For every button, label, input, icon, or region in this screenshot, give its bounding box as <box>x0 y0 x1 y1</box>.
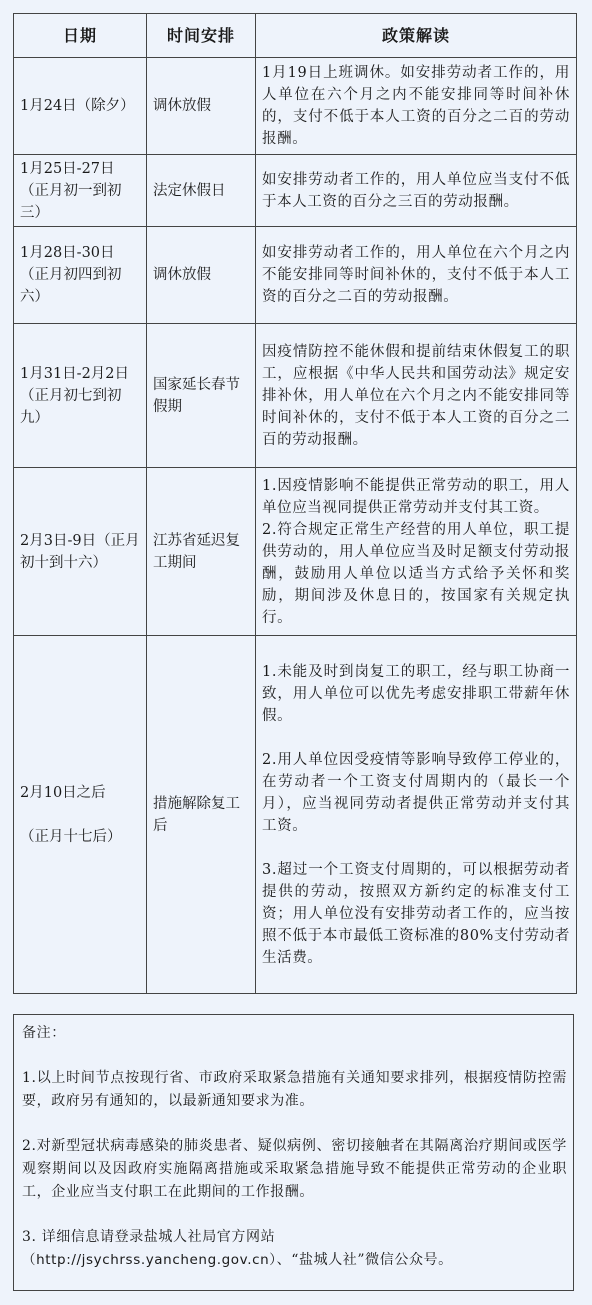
header-policy: 政策解读 <box>256 14 577 58</box>
policy-paragraph: 如安排劳动者工作的，用人单位应当支付不低于本人工资的百分之三百的劳动报酬。 <box>262 171 570 210</box>
table-row <box>14 58 577 155</box>
notes-box <box>13 1014 574 1291</box>
policy-paragraph: 因疫情防控不能休假和提前结束休假复工的职工，应根据《中华人民共和国劳动法》规定安排补休，用人单位在六个月之内不能安排同等时间补休的，支付不低于本人工资的百分之二百的劳动报酬。 <box>262 343 570 448</box>
table-row <box>14 227 577 324</box>
policy-item: 1.未能及时到岗复工的职工，经与职工协商一致，用人单位可以优先考虑安排职工带薪年休假。 <box>262 663 570 724</box>
holiday-policy-table <box>13 13 577 994</box>
row-date: 1月25日-27日（正月初一到初三） <box>14 155 147 227</box>
row-date: 1月31日-2月2日（正月初七到初九） <box>14 324 147 468</box>
note-contact <box>22 1226 567 1272</box>
row-date: 1月28日-30日（正月初四到初六） <box>14 227 147 324</box>
table-row <box>14 155 577 227</box>
table-header-row <box>14 14 577 58</box>
row-date: 2月3日-9日（正月初十到十六） <box>14 468 147 636</box>
row-policy <box>256 155 577 227</box>
row-policy <box>256 227 577 324</box>
row-arrangement: 法定休假日 <box>147 155 256 227</box>
policy-item: 1.因疫情影响不能提供正常劳动的职工，用人单位应当视同提供正常劳动并支付其工资。 <box>262 477 570 516</box>
website-link[interactable]: （http://jsychrss.yancheng.gov.cn） <box>22 1252 277 1268</box>
policy-paragraph: 1月19日上班调休。如安排劳动者工作的，用人单位在六个月之内不能安排同等时间补休的，支付不低于本人工资的百分之二百的劳动报酬。 <box>262 65 570 147</box>
row-arrangement: 调休放假 <box>147 58 256 155</box>
header-arrangement: 时间安排 <box>147 14 256 58</box>
row-date <box>14 636 147 994</box>
row-policy <box>256 468 577 636</box>
note-item: 1.以上时间节点按现行省、市政府采取紧急措施有关通知要求排列，根据疫情防控需要，政府另有通知的，以最新通知要求为准。 <box>22 1070 567 1109</box>
row-policy <box>256 636 577 994</box>
row-date-lunar: （正月十七后） <box>20 828 122 845</box>
row-policy <box>256 324 577 468</box>
note-item: 2.对新型冠状病毒感染的肺炎患者、疑似病例、密切接触者在其隔离治疗期间或医学观察期间以及因政府实施隔离措施或采取紧急措施导致不能提供正常劳动的企业职工，企业应当支付职工在此期间的工作报酬。 <box>22 1138 567 1200</box>
policy-paragraph: 如安排劳动者工作的，用人单位在六个月之内不能安排同等时间补休的，支付不低于本人工资的百分之二百的劳动报酬。 <box>262 245 570 305</box>
policy-item: 2.用人单位因受疫情等影响导致停工停业的，在劳动者一个工资支付周期内的（最长一个月），应当视同劳动者提供正常劳动并支付其工资。 <box>262 751 570 834</box>
row-arrangement: 措施解除复工后 <box>147 636 256 994</box>
notes-heading: 备注： <box>22 1025 66 1041</box>
row-date: 1月24日（除夕） <box>14 58 147 155</box>
policy-item: 2.符合规定正常生产经营的用人单位，职工提供劳动的，用人单位应当及时足额支付劳动报酬，鼓励用人单位以适当方式给予关怀和奖励，期间涉及休息日的，按国家有关规定执行。 <box>262 521 570 626</box>
contact-prefix: 3. 详细信息请登录盐城人社局官方网站 <box>22 1229 276 1245</box>
row-arrangement: 调休放假 <box>147 227 256 324</box>
table-row <box>14 636 577 994</box>
header-date: 日期 <box>14 14 147 58</box>
table-row <box>14 468 577 636</box>
policy-item: 3.超过一个工资支付周期的，可以根据劳动者提供的劳动，按照双方新约定的标准支付工资；用人单位没有安排劳动者工作的，应当按照不低于本市最低工资标准的80%支付劳动者生活费。 <box>262 861 570 966</box>
table-row <box>14 324 577 468</box>
row-date-main: 2月10日之后 <box>20 784 106 801</box>
contact-suffix: 、“盐城人社”微信公众号。 <box>276 1252 453 1268</box>
row-arrangement: 国家延长春节假期 <box>147 324 256 468</box>
row-arrangement: 江苏省延迟复工期间 <box>147 468 256 636</box>
row-policy <box>256 58 577 155</box>
